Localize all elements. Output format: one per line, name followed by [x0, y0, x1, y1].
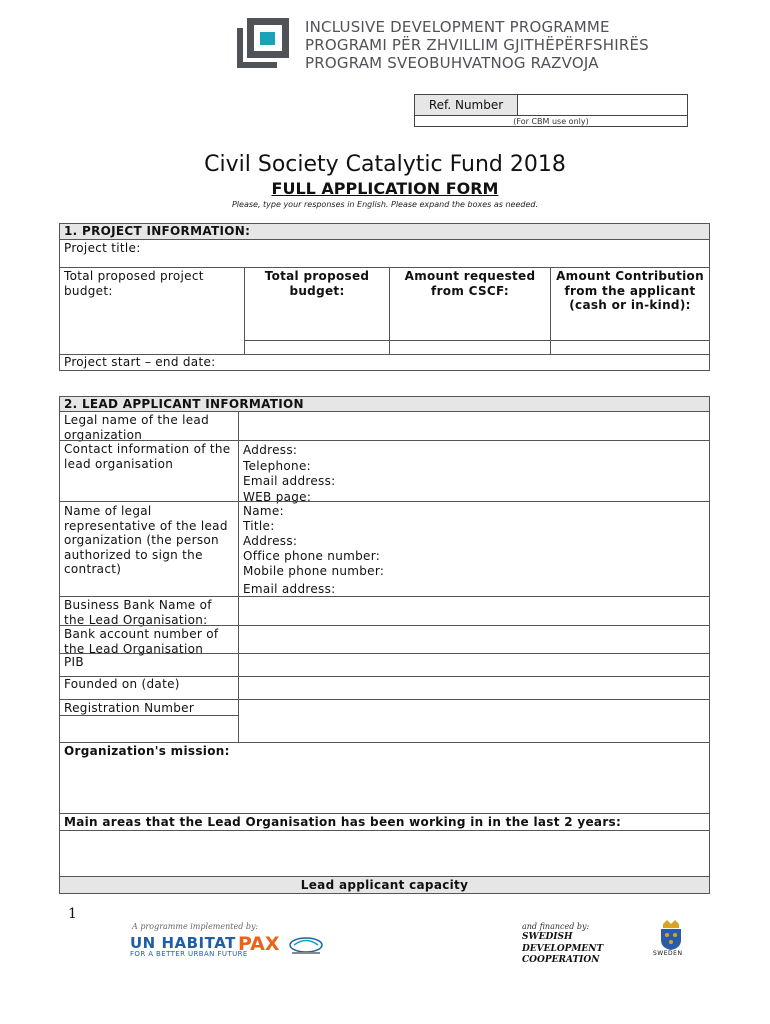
- contact-address-label: Address:: [243, 443, 298, 457]
- bank-name-label: Business Bank Name of the Lead Organisation:: [59, 596, 239, 626]
- budget-label-cell: [59, 267, 239, 355]
- unhabitat-tagline: FOR A BETTER URBAN FUTURE: [130, 950, 248, 958]
- programme-name-line: PROGRAM SVEOBUHVATNOG RAZVOJA: [305, 54, 599, 72]
- project-dates-label: Project start – end date:: [64, 355, 216, 369]
- founded-input[interactable]: [238, 676, 710, 700]
- swedish-line: COOPERATION: [522, 955, 600, 965]
- ref-number-label: Ref. Number: [415, 95, 518, 116]
- sweden-caption: SWEDEN: [653, 950, 683, 957]
- contact-web-label: WEB page:: [243, 489, 312, 504]
- rep-name-label: Name:: [243, 504, 284, 518]
- contact-fields[interactable]: [238, 440, 710, 502]
- partner-logo-icon: [288, 936, 324, 956]
- document-subtitle: FULL APPLICATION FORM: [271, 179, 499, 198]
- legal-name-input[interactable]: [238, 411, 710, 441]
- swedish-cooperation-text: [522, 932, 603, 967]
- contact-email-label: Email address:: [243, 474, 336, 488]
- programme-name-line: PROGRAMI PËR ZHVILLIM GJITHËPËRFSHIRËS: [305, 36, 649, 54]
- page-number: 1: [68, 906, 77, 922]
- budget-total-input[interactable]: [244, 340, 390, 355]
- project-title-label: Project title:: [64, 241, 141, 255]
- rep-office-phone-label: Office phone number:: [243, 549, 381, 563]
- implemented-by-label: A programme implemented by:: [132, 922, 259, 931]
- budget-col-total: Total proposed budget:: [244, 267, 390, 341]
- bank-name-input[interactable]: [238, 596, 710, 626]
- registration-extra: [59, 715, 239, 743]
- bank-account-label: Bank account number of the Lead Organisation: [59, 625, 239, 654]
- pib-label: PIB: [59, 653, 239, 677]
- section2-heading: 2. LEAD APPLICANT INFORMATION: [59, 396, 710, 412]
- section1-heading: 1. PROJECT INFORMATION:: [59, 223, 710, 240]
- budget-contribution-input[interactable]: [550, 340, 710, 355]
- founded-label: Founded on (date): [59, 676, 239, 700]
- pax-logo: PAX: [238, 933, 280, 955]
- swedish-line: SWEDISH: [522, 932, 573, 942]
- unhabitat-logo: UN HABITAT: [130, 934, 236, 952]
- contact-label: Contact information of the lead organisation: [59, 440, 239, 502]
- ref-number-box: [414, 94, 688, 127]
- rep-address-label: Address:: [243, 534, 298, 548]
- registration-input[interactable]: [238, 699, 710, 743]
- ref-number-note: (For CBM use only): [513, 117, 589, 126]
- mission-field[interactable]: [59, 742, 710, 814]
- budget-col-contribution: Amount Contribution from the applicant (cash or in-kind):: [550, 267, 710, 341]
- programme-logo-icon: [233, 16, 291, 70]
- representative-fields[interactable]: [238, 501, 710, 597]
- capacity-heading: Lead applicant capacity: [59, 876, 710, 894]
- representative-label: Name of legal representative of the lead organization (the person authorized to sign the contract): [59, 501, 239, 597]
- budget-label: Total proposed project budget:: [64, 269, 204, 298]
- rep-email-label: Email address:: [243, 581, 336, 596]
- contact-telephone-label: Telephone:: [243, 458, 311, 473]
- document-title: Civil Society Catalytic Fund 2018: [204, 152, 566, 177]
- registration-label: Registration Number: [59, 699, 239, 743]
- project-title-field[interactable]: [59, 239, 710, 268]
- programme-name-line: INCLUSIVE DEVELOPMENT PROGRAMME: [305, 18, 610, 36]
- mission-label: Organization's mission:: [64, 744, 230, 758]
- bank-account-input[interactable]: [238, 625, 710, 654]
- ref-number-field[interactable]: [518, 95, 687, 116]
- budget-requested-input[interactable]: [389, 340, 551, 355]
- document-instructions: Please, type your responses in English. Please expand the boxes as needed.: [231, 200, 538, 209]
- main-areas-input[interactable]: [59, 830, 710, 877]
- budget-gap: [239, 267, 247, 355]
- swedish-line: DEVELOPMENT: [522, 943, 604, 954]
- rep-mobile-phone-label: Mobile phone number:: [243, 564, 385, 578]
- financed-by-label: and financed by:: [522, 922, 590, 931]
- rep-title-label: Title:: [243, 519, 275, 533]
- pib-input[interactable]: [238, 653, 710, 677]
- project-dates-field[interactable]: [59, 354, 710, 371]
- budget-col-requested: Amount requested from CSCF:: [389, 267, 551, 341]
- main-areas-label: Main areas that the Lead Organisation has been working in in the last 2 years:: [59, 813, 710, 831]
- legal-name-label: Legal name of the lead organization: [59, 411, 239, 441]
